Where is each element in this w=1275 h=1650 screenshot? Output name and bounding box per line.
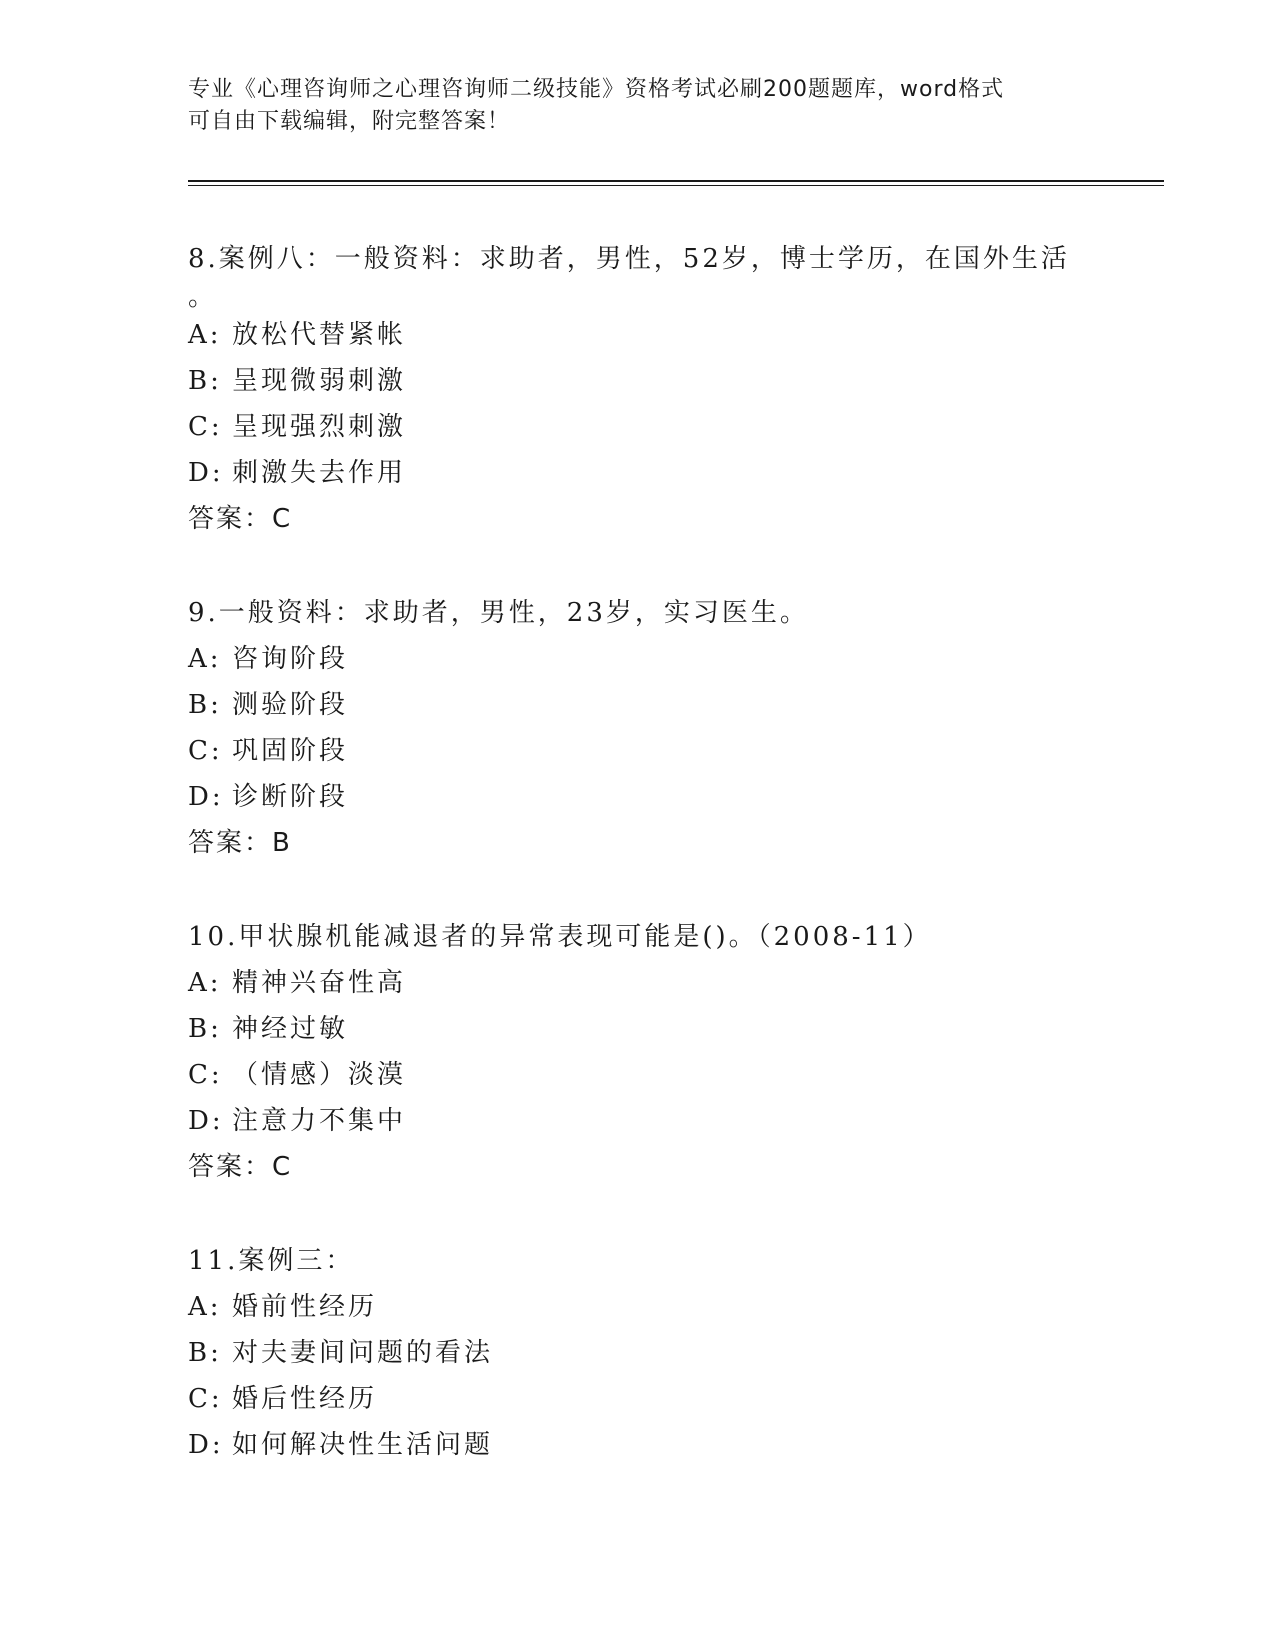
- option-b: [188, 1330, 1088, 1376]
- option-letter: D:: [188, 1430, 224, 1460]
- option-text: 测验阶段: [232, 690, 349, 720]
- option-letter: A:: [188, 320, 222, 350]
- option-letter: C:: [188, 412, 223, 442]
- option-letter: B:: [188, 1338, 222, 1368]
- option-b: [188, 682, 1088, 728]
- option-d: [188, 1422, 1088, 1468]
- option-text: 呈现强烈刺激: [232, 412, 407, 442]
- option-text: 放松代替紧帐: [232, 320, 407, 350]
- option-text: 精神兴奋性高: [232, 968, 407, 998]
- option-a: [188, 636, 1088, 682]
- header-line-2: 可自由下载编辑，附完整答案！: [188, 109, 511, 134]
- option-text: 神经过敏: [232, 1014, 349, 1044]
- option-letter: A:: [188, 1292, 222, 1322]
- header-line-1: 专业《心理咨询师之心理咨询师二级技能》资格考试必刷200题题库，word格式: [188, 77, 1005, 102]
- option-letter: C:: [188, 1384, 223, 1414]
- option-letter: D:: [188, 458, 224, 488]
- question-11: [188, 1238, 1088, 1468]
- option-text: 婚前性经历: [232, 1292, 378, 1322]
- option-a: [188, 312, 1088, 358]
- option-c: [188, 404, 1088, 450]
- option-letter: C:: [188, 1060, 223, 1090]
- option-letter: B:: [188, 366, 222, 396]
- option-letter: B:: [188, 1014, 222, 1044]
- option-text: 巩固阶段: [232, 736, 349, 766]
- answer-line: 答案：B: [188, 828, 292, 858]
- question-stem: 8.案例八：一般资料：求助者，男性，52岁，博士学历，在国外生活: [188, 244, 1070, 274]
- answer-line: 答案：C: [188, 1152, 293, 1182]
- option-d: [188, 450, 1088, 496]
- option-letter: D:: [188, 782, 224, 812]
- question-stem-continuation: 。: [188, 282, 218, 312]
- question-stem: 9.一般资料：求助者，男性，23岁，实习医生。: [188, 598, 809, 628]
- option-text: 咨询阶段: [232, 644, 349, 674]
- option-letter: A:: [188, 968, 222, 998]
- header-divider-thin: [188, 185, 1164, 186]
- question-list: [188, 236, 1088, 1516]
- header-divider-thick: [188, 180, 1164, 182]
- option-text: 诊断阶段: [232, 782, 349, 812]
- option-d: [188, 774, 1088, 820]
- option-c: [188, 1376, 1088, 1422]
- question-9: [188, 590, 1088, 866]
- option-text: 呈现微弱刺激: [232, 366, 407, 396]
- option-text: 婚后性经历: [232, 1384, 378, 1414]
- option-text: 对夫妻间问题的看法: [232, 1338, 494, 1368]
- option-c: [188, 728, 1088, 774]
- answer-line: 答案：C: [188, 504, 293, 534]
- document-header: [188, 74, 1088, 138]
- option-letter: A:: [188, 644, 222, 674]
- option-text: 注意力不集中: [232, 1106, 407, 1136]
- question-stem: 10.甲状腺机能减退者的异常表现可能是()。（2008-11）: [188, 922, 932, 952]
- option-d: [188, 1098, 1088, 1144]
- question-8: [188, 236, 1088, 542]
- option-text: （情感）淡漠: [232, 1060, 407, 1090]
- option-a: [188, 960, 1088, 1006]
- option-letter: C:: [188, 736, 223, 766]
- question-stem: 11.案例三：: [188, 1246, 355, 1276]
- option-a: [188, 1284, 1088, 1330]
- option-b: [188, 358, 1088, 404]
- option-text: 刺激失去作用: [232, 458, 407, 488]
- option-b: [188, 1006, 1088, 1052]
- option-letter: D:: [188, 1106, 224, 1136]
- option-c: [188, 1052, 1088, 1098]
- option-text: 如何解决性生活问题: [232, 1430, 494, 1460]
- question-10: [188, 914, 1088, 1190]
- option-letter: B:: [188, 690, 222, 720]
